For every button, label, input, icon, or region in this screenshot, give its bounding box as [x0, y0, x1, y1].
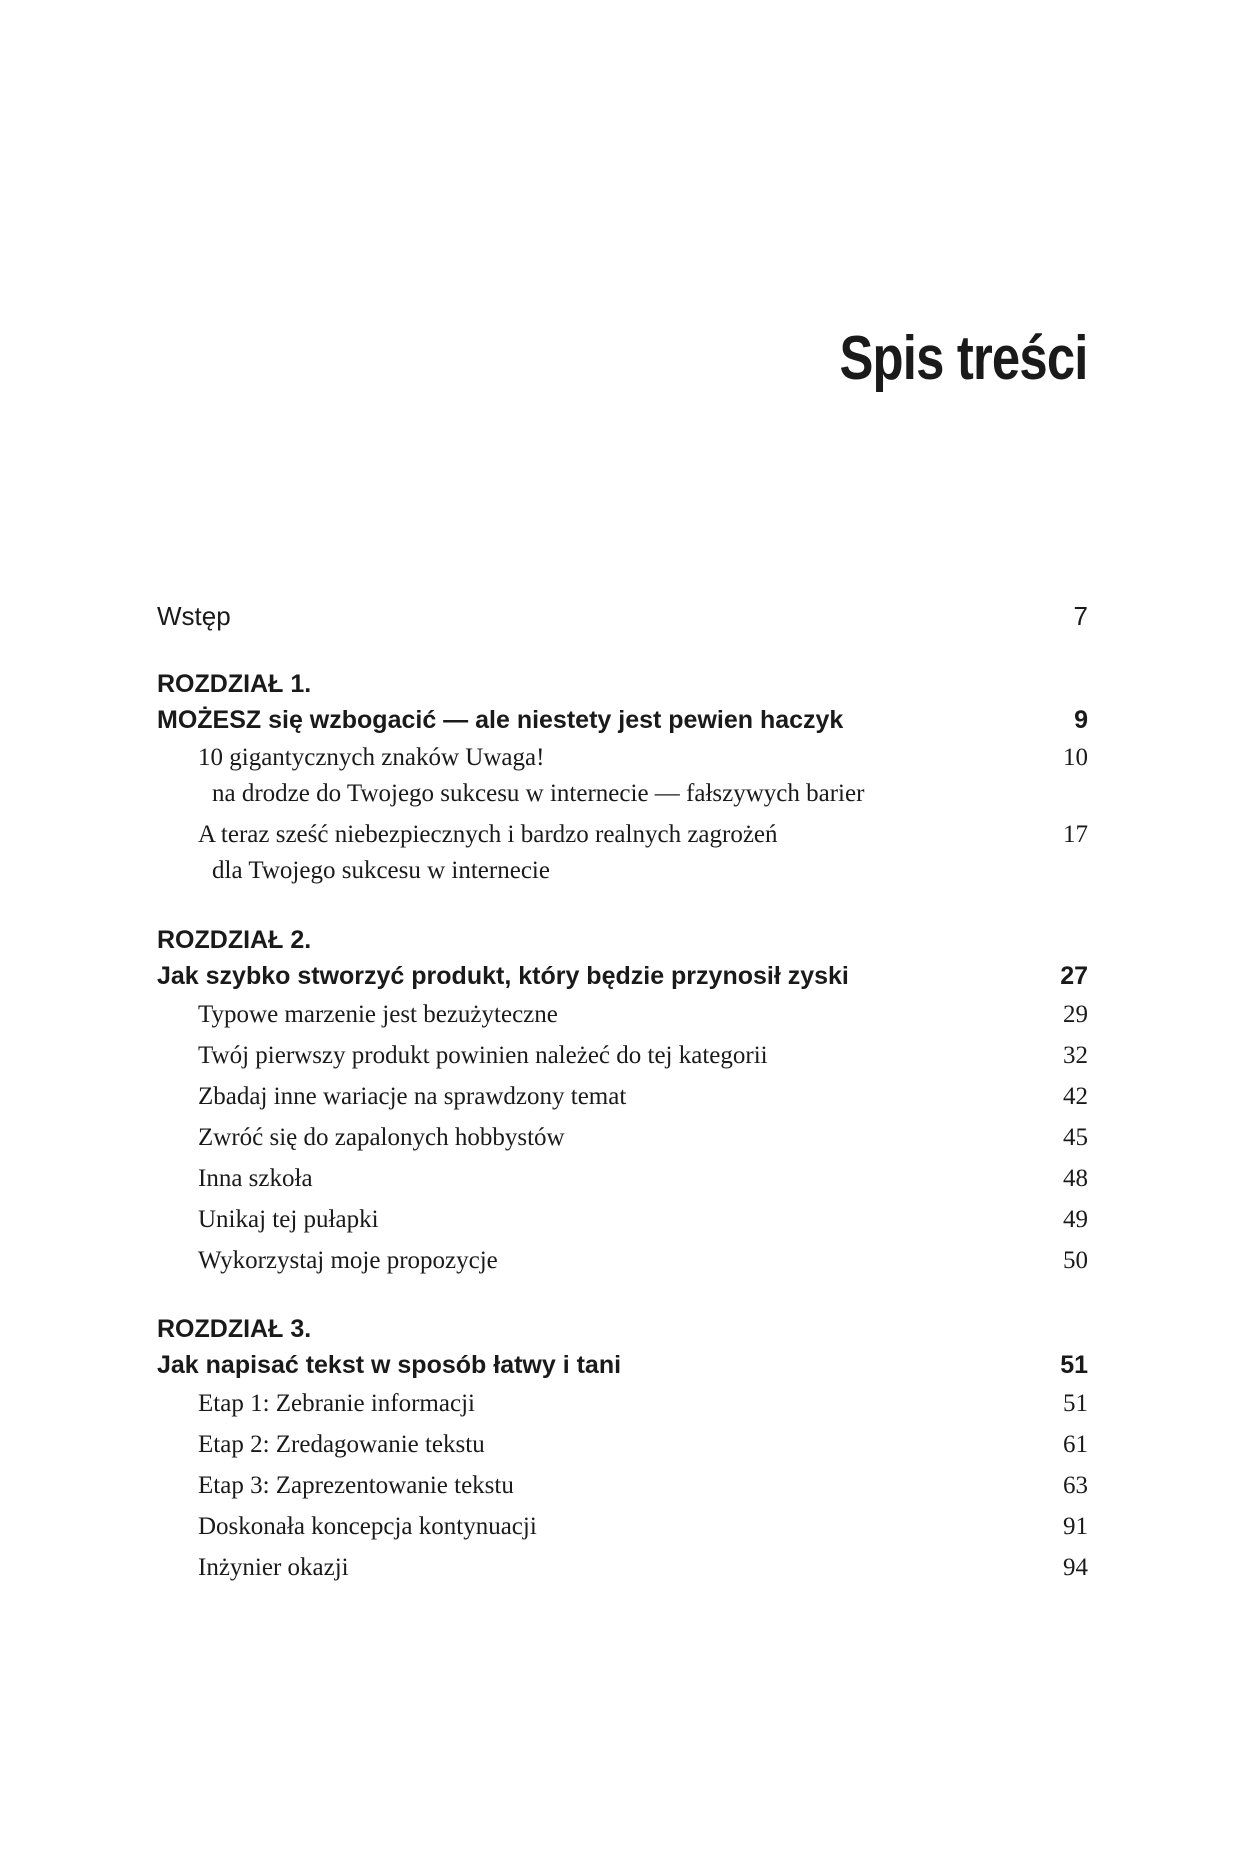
- toc-entry-line-continued: na drodze do Twojego sukcesu w internecie — fałszywych barier: [212, 780, 865, 807]
- toc-entry[interactable]: [157, 1035, 1088, 1076]
- toc-entry-title: Wykorzystaj moje propozycje: [198, 1247, 498, 1274]
- toc-entry-title: Inżynier okazji: [198, 1554, 349, 1581]
- toc-entry-title: Doskonała koncepcja kontynuacji: [198, 1513, 537, 1540]
- toc-page-number: 45: [1063, 1124, 1088, 1151]
- toc-entry[interactable]: [157, 1506, 1088, 1547]
- toc-entry-line-continued: dla Twojego sukcesu w internecie: [212, 857, 550, 884]
- chapter-title-row[interactable]: [157, 702, 1088, 738]
- toc-entry[interactable]: [157, 1465, 1088, 1506]
- chapter-page-number: 27: [1060, 962, 1088, 990]
- toc-entry-title: Etap 3: Zaprezentowanie tekstu: [198, 1472, 514, 1499]
- toc-entry-title: Etap 1: Zebranie informacji: [198, 1390, 475, 1417]
- toc-entry[interactable]: [157, 994, 1088, 1035]
- toc-entry-title: [198, 740, 864, 812]
- toc-entry[interactable]: [157, 1076, 1088, 1117]
- toc-page-number: 91: [1063, 1513, 1088, 1540]
- chapter-title-row[interactable]: [157, 958, 1088, 994]
- toc-entry[interactable]: [157, 1383, 1088, 1424]
- toc-page-number: 10: [1063, 744, 1088, 771]
- chapter-3: [157, 1311, 1088, 1588]
- toc-entry[interactable]: [157, 1158, 1088, 1199]
- toc-entry-title: Etap 2: Zredagowanie tekstu: [198, 1431, 485, 1458]
- chapter-page-number: 51: [1060, 1351, 1088, 1379]
- page-title: Spis treści: [839, 324, 1088, 393]
- chapter-label: ROZDZIAŁ 3.: [157, 1315, 312, 1343]
- toc-entry[interactable]: [157, 1424, 1088, 1465]
- chapter-2: [157, 922, 1088, 1281]
- toc-page-number: 29: [1063, 1001, 1088, 1028]
- chapter-title: Jak napisać tekst w sposób łatwy i tani: [157, 1351, 622, 1379]
- toc-entry-line: 10 gigantycznych znaków Uwaga!: [198, 744, 545, 771]
- chapter-title: MOŻESZ się wzbogacić — ale niestety jest pewien haczyk: [157, 706, 844, 734]
- toc-entry-title: Wstęp: [157, 601, 231, 631]
- toc-entry[interactable]: [157, 1199, 1088, 1240]
- chapter-1: [157, 666, 1088, 892]
- toc-entry[interactable]: [157, 1240, 1088, 1281]
- toc-page-number: 7: [1073, 601, 1088, 631]
- chapter-page-number: 9: [1074, 706, 1088, 734]
- toc-entry-title: Typowe marzenie jest bezużyteczne: [198, 1001, 558, 1028]
- toc-entry-title: Zbadaj inne wariacje na sprawdzony temat: [198, 1083, 627, 1110]
- toc-entry[interactable]: [157, 738, 1088, 815]
- toc-entry-title: Twój pierwszy produkt powinien należeć do tej kategorii: [198, 1042, 768, 1069]
- toc-entry[interactable]: [157, 1547, 1088, 1588]
- chapter-label: ROZDZIAŁ 2.: [157, 926, 312, 954]
- chapter-label: ROZDZIAŁ 1.: [157, 670, 312, 698]
- toc-page-number: 42: [1063, 1083, 1088, 1110]
- toc-page-number: 63: [1063, 1472, 1088, 1499]
- table-of-contents: [157, 596, 1088, 1588]
- toc-entry[interactable]: [157, 1117, 1088, 1158]
- toc-entry-title: Inna szkoła: [198, 1165, 313, 1192]
- toc-page-number: 61: [1063, 1431, 1088, 1458]
- toc-entry-line: A teraz sześć niebezpiecznych i bardzo realnych zagrożeń: [198, 821, 778, 848]
- toc-entry-title: Unikaj tej pułapki: [198, 1206, 379, 1233]
- toc-entry[interactable]: [157, 815, 1088, 892]
- toc-page-number: 94: [1063, 1554, 1088, 1581]
- toc-entry-intro[interactable]: [157, 596, 1088, 636]
- toc-page-number: 49: [1063, 1206, 1088, 1233]
- chapter-title: Jak szybko stworzyć produkt, który będzie przynosił zyski: [157, 962, 849, 990]
- toc-page-number: 17: [1063, 821, 1088, 848]
- chapter-title-row[interactable]: [157, 1347, 1088, 1383]
- toc-page-number: 48: [1063, 1165, 1088, 1192]
- toc-page-number: 50: [1063, 1247, 1088, 1274]
- toc-entry-title: Zwróć się do zapalonych hobbystów: [198, 1124, 565, 1151]
- toc-page-number: 32: [1063, 1042, 1088, 1069]
- toc-entry-title: [198, 817, 778, 889]
- toc-page-number: 51: [1063, 1390, 1088, 1417]
